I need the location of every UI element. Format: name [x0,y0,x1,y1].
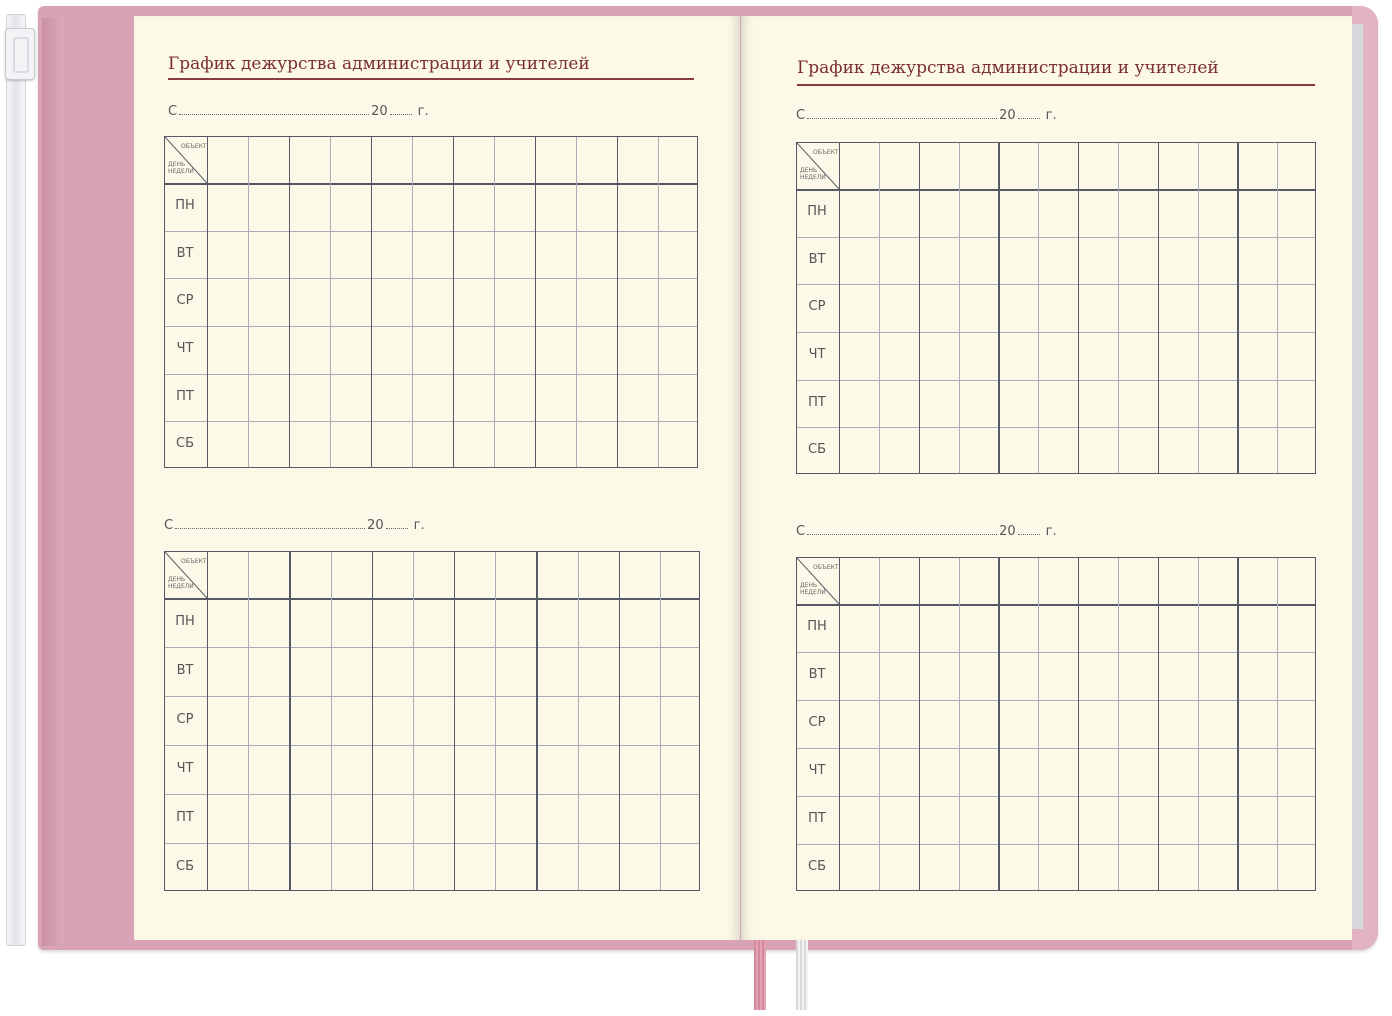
weekday-label: ЧТ [808,346,826,362]
object-header-cell[interactable] [1158,143,1238,189]
duty-cell[interactable] [1078,332,1158,380]
header-object-label: ОБЪЕКТ [813,564,839,571]
duty-cell[interactable] [1237,332,1317,380]
duty-cell[interactable] [1078,380,1158,428]
duty-cell[interactable] [998,284,1078,332]
duty-cell[interactable] [919,284,999,332]
weekday-label: СР [176,711,194,727]
object-header-cell[interactable] [289,552,371,598]
year-prefix: 20 [367,518,384,533]
object-header-cell[interactable] [617,137,699,183]
duty-cell[interactable] [535,231,617,279]
object-header-cell[interactable] [371,137,453,183]
object-header-cell[interactable] [1237,143,1317,189]
duty-cell[interactable] [535,421,617,469]
duty-cell[interactable] [536,647,618,696]
weekday-label: СБ [808,859,826,874]
duty-cell[interactable] [1078,604,1158,652]
duty-cell[interactable] [453,231,535,279]
duty-cell[interactable] [839,796,919,844]
duty-cell[interactable] [289,278,371,326]
year-suffix: г. [1045,524,1057,539]
year-suffix: г. [1045,108,1057,123]
duty-cell[interactable] [617,374,699,422]
date-fill-dots[interactable] [179,104,369,115]
bookmark-ribbon-pink[interactable] [754,940,766,1010]
duty-cell[interactable] [1237,427,1317,475]
date-range-line[interactable] [168,104,429,119]
duty-cell[interactable] [371,183,453,231]
page-title: График дежурства администрации и учителей [797,58,1219,78]
date-fill-dots[interactable] [807,524,997,535]
duty-cell[interactable] [289,326,371,374]
object-header-cell[interactable] [454,552,536,598]
duty-cell[interactable] [535,278,617,326]
duty-cell[interactable] [536,745,618,794]
weekday-label: ЧТ [808,763,826,778]
duty-cell[interactable] [839,427,919,475]
object-header-cell[interactable] [919,143,999,189]
object-header-cell[interactable] [1158,558,1238,604]
duty-cell[interactable] [839,332,919,380]
header-object-label: ОБЪЕКТ [181,143,207,150]
duty-cell[interactable] [372,696,454,745]
weekday-label: ЧТ [176,340,194,356]
duty-cell[interactable] [839,844,919,892]
duty-cell[interactable] [1078,652,1158,700]
duty-cell[interactable] [207,374,289,422]
duty-cell[interactable] [1158,427,1238,475]
duty-cell[interactable] [1237,700,1317,748]
duty-cell[interactable] [289,647,371,696]
duty-cell[interactable] [453,326,535,374]
since-label: С [164,518,174,533]
duty-cell[interactable] [998,796,1078,844]
title-rule [168,78,694,80]
duty-cell[interactable] [454,794,536,843]
duty-cell[interactable] [617,421,699,469]
duty-cell[interactable] [998,380,1078,428]
duty-cell[interactable] [1078,748,1158,796]
duty-cell[interactable] [289,843,371,892]
weekday-label: СБ [176,858,194,874]
duty-cell[interactable] [1158,844,1238,892]
duty-cell[interactable] [536,696,618,745]
header-day-line1: ДЕНЬ [168,161,186,168]
duty-cell[interactable] [1237,237,1317,285]
duty-cell[interactable] [289,598,371,647]
header-object-label: ОБЪЕКТ [813,149,839,156]
duty-cell[interactable] [454,647,536,696]
date-range-line[interactable] [164,518,425,533]
since-label: С [796,108,806,123]
bookmark-ribbon-white[interactable] [796,940,808,1010]
duty-cell[interactable] [919,189,999,237]
duty-cell[interactable] [1237,604,1317,652]
page-title: График дежурства администрации и учителей [168,54,590,74]
weekday-label: ПТ [808,811,826,826]
duty-schedule-table [164,551,700,891]
year-prefix: 20 [371,104,388,119]
duty-cell[interactable] [617,183,699,231]
duty-cell[interactable] [919,332,999,380]
duty-cell[interactable] [372,647,454,696]
weekday-label: ПТ [808,394,826,410]
date-fill-dots[interactable] [175,518,365,529]
duty-cell[interactable] [919,604,999,652]
object-header-cell[interactable] [1078,143,1158,189]
duty-cell[interactable] [839,380,919,428]
weekday-label: СБ [808,442,826,458]
duty-cell[interactable] [207,647,289,696]
duty-cell[interactable] [1237,189,1317,237]
year-suffix: г. [417,104,429,119]
duty-cell[interactable] [207,278,289,326]
duty-cell[interactable] [919,700,999,748]
duty-cell[interactable] [1237,748,1317,796]
weekday-label: ПН [175,197,195,213]
duty-cell[interactable] [1078,237,1158,285]
duty-cell[interactable] [207,326,289,374]
duty-cell[interactable] [1158,284,1238,332]
duty-cell[interactable] [919,748,999,796]
duty-cell[interactable] [998,748,1078,796]
duty-cell[interactable] [207,183,289,231]
duty-cell[interactable] [919,844,999,892]
duty-cell[interactable] [371,374,453,422]
date-fill-dots[interactable] [807,108,997,119]
duty-cell[interactable] [453,421,535,469]
duty-schedule-table [796,557,1316,891]
duty-cell[interactable] [1237,284,1317,332]
header-object-label: ОБЪЕКТ [181,558,207,565]
year-prefix: 20 [999,108,1016,123]
duty-cell[interactable] [453,278,535,326]
duty-cell[interactable] [536,794,618,843]
duty-cell[interactable] [289,183,371,231]
duty-cell[interactable] [454,745,536,794]
duty-cell[interactable] [619,843,701,892]
year-fill-dots[interactable] [390,104,412,115]
zip-pocket [6,14,26,946]
object-header-cell[interactable] [535,137,617,183]
duty-cell[interactable] [289,374,371,422]
weekday-label: СР [808,715,826,730]
weekday-label: ПН [175,613,195,629]
header-day-label [168,161,194,175]
weekday-label: СР [176,293,194,309]
duty-cell[interactable] [1237,796,1317,844]
since-label: С [168,104,178,119]
duty-cell[interactable] [535,326,617,374]
duty-schedule-table [164,136,698,468]
object-header-cell[interactable] [919,558,999,604]
header-day-line1: ДЕНЬ [800,167,818,174]
date-range-line[interactable] [796,524,1057,539]
duty-cell[interactable] [839,189,919,237]
header-day-line2: НЕДЕЛИ [800,589,826,596]
header-day-line2: НЕДЕЛИ [168,583,194,590]
object-header-cell[interactable] [453,137,535,183]
duty-cell[interactable] [1078,189,1158,237]
duty-cell[interactable] [289,231,371,279]
weekday-label: ВТ [176,662,194,678]
weekday-label: ПТ [176,388,194,404]
duty-cell[interactable] [207,231,289,279]
duty-cell[interactable] [1158,652,1238,700]
duty-cell[interactable] [1158,189,1238,237]
duty-cell[interactable] [454,843,536,892]
duty-cell[interactable] [998,427,1078,475]
duty-cell[interactable] [289,745,371,794]
duty-cell[interactable] [372,745,454,794]
duty-cell[interactable] [1078,796,1158,844]
duty-cell[interactable] [207,745,289,794]
duty-cell[interactable] [998,237,1078,285]
object-header-cell[interactable] [839,143,919,189]
object-header-cell[interactable] [207,552,289,598]
weekday-label: ВТ [176,245,194,261]
cover-fold [42,18,64,946]
duty-cell[interactable] [919,652,999,700]
duty-cell[interactable] [919,237,999,285]
object-header-cell[interactable] [619,552,701,598]
duty-cell[interactable] [1237,380,1317,428]
duty-cell[interactable] [372,843,454,892]
weekday-label: ВТ [808,251,826,267]
header-day-line1: ДЕНЬ [168,576,186,583]
duty-cell[interactable] [619,598,701,647]
object-header-cell[interactable] [839,558,919,604]
header-day-label [800,167,826,181]
title-rule [797,84,1315,86]
duty-cell[interactable] [998,652,1078,700]
object-header-cell[interactable] [1078,558,1158,604]
duty-cell[interactable] [535,183,617,231]
duty-cell[interactable] [207,696,289,745]
duty-cell[interactable] [998,604,1078,652]
object-header-cell[interactable] [536,552,618,598]
weekday-label: ЧТ [176,760,194,776]
year-fill-dots[interactable] [1018,524,1040,535]
duty-cell[interactable] [617,326,699,374]
duty-cell[interactable] [1158,380,1238,428]
zipper-pull[interactable] [5,28,35,80]
duty-cell[interactable] [919,427,999,475]
duty-cell[interactable] [998,844,1078,892]
weekday-label: ПТ [176,809,194,825]
duty-cell[interactable] [372,598,454,647]
duty-cell[interactable] [454,598,536,647]
object-header-cell[interactable] [289,137,371,183]
weekday-label: СР [808,299,826,315]
duty-cell[interactable] [371,278,453,326]
duty-cell[interactable] [919,796,999,844]
duty-cell[interactable] [617,231,699,279]
date-range-line[interactable] [796,108,1057,123]
duty-cell[interactable] [1237,844,1317,892]
year-prefix: 20 [999,524,1016,539]
object-header-cell[interactable] [207,137,289,183]
duty-cell[interactable] [207,421,289,469]
weekday-label: ПН [807,203,827,219]
header-day-line2: НЕДЕЛИ [800,174,826,181]
duty-cell[interactable] [1158,700,1238,748]
duty-cell[interactable] [619,647,701,696]
weekday-label: ВТ [808,667,826,682]
duty-cell[interactable] [619,696,701,745]
header-day-line2: НЕДЕЛИ [168,168,194,175]
duty-cell[interactable] [839,748,919,796]
object-header-cell[interactable] [1237,558,1317,604]
duty-cell[interactable] [289,794,371,843]
duty-cell[interactable] [371,421,453,469]
duty-cell[interactable] [453,374,535,422]
weekday-label: СБ [176,436,194,452]
duty-cell[interactable] [536,598,618,647]
duty-cell[interactable] [454,696,536,745]
duty-cell[interactable] [535,374,617,422]
duty-cell[interactable] [1158,332,1238,380]
weekday-label: ПН [807,619,827,634]
duty-cell[interactable] [1158,237,1238,285]
duty-cell[interactable] [1158,748,1238,796]
header-day-label [800,582,826,596]
year-suffix: г. [413,518,425,533]
duty-cell[interactable] [619,794,701,843]
object-header-cell[interactable] [998,143,1078,189]
duty-cell[interactable] [372,794,454,843]
duty-cell[interactable] [207,794,289,843]
object-header-cell[interactable] [372,552,454,598]
duty-cell[interactable] [371,326,453,374]
duty-schedule-table [796,142,1316,474]
header-day-label [168,576,194,590]
duty-cell[interactable] [1078,427,1158,475]
duty-cell[interactable] [1237,652,1317,700]
duty-cell[interactable] [1158,604,1238,652]
duty-cell[interactable] [998,700,1078,748]
duty-cell[interactable] [617,278,699,326]
duty-cell[interactable] [453,183,535,231]
duty-cell[interactable] [371,231,453,279]
duty-cell[interactable] [839,284,919,332]
duty-cell[interactable] [839,652,919,700]
duty-cell[interactable] [207,598,289,647]
header-day-line1: ДЕНЬ [800,582,818,589]
duty-cell[interactable] [1158,796,1238,844]
year-fill-dots[interactable] [1018,108,1040,119]
duty-cell[interactable] [839,237,919,285]
duty-cell[interactable] [536,843,618,892]
duty-cell[interactable] [998,332,1078,380]
object-header-cell[interactable] [998,558,1078,604]
year-fill-dots[interactable] [386,518,408,529]
duty-cell[interactable] [998,189,1078,237]
duty-cell[interactable] [839,700,919,748]
duty-cell[interactable] [919,380,999,428]
duty-cell[interactable] [619,745,701,794]
duty-cell[interactable] [1078,844,1158,892]
duty-cell[interactable] [1078,700,1158,748]
duty-cell[interactable] [207,843,289,892]
duty-cell[interactable] [289,421,371,469]
duty-cell[interactable] [1078,284,1158,332]
duty-cell[interactable] [839,604,919,652]
duty-cell[interactable] [289,696,371,745]
since-label: С [796,524,806,539]
